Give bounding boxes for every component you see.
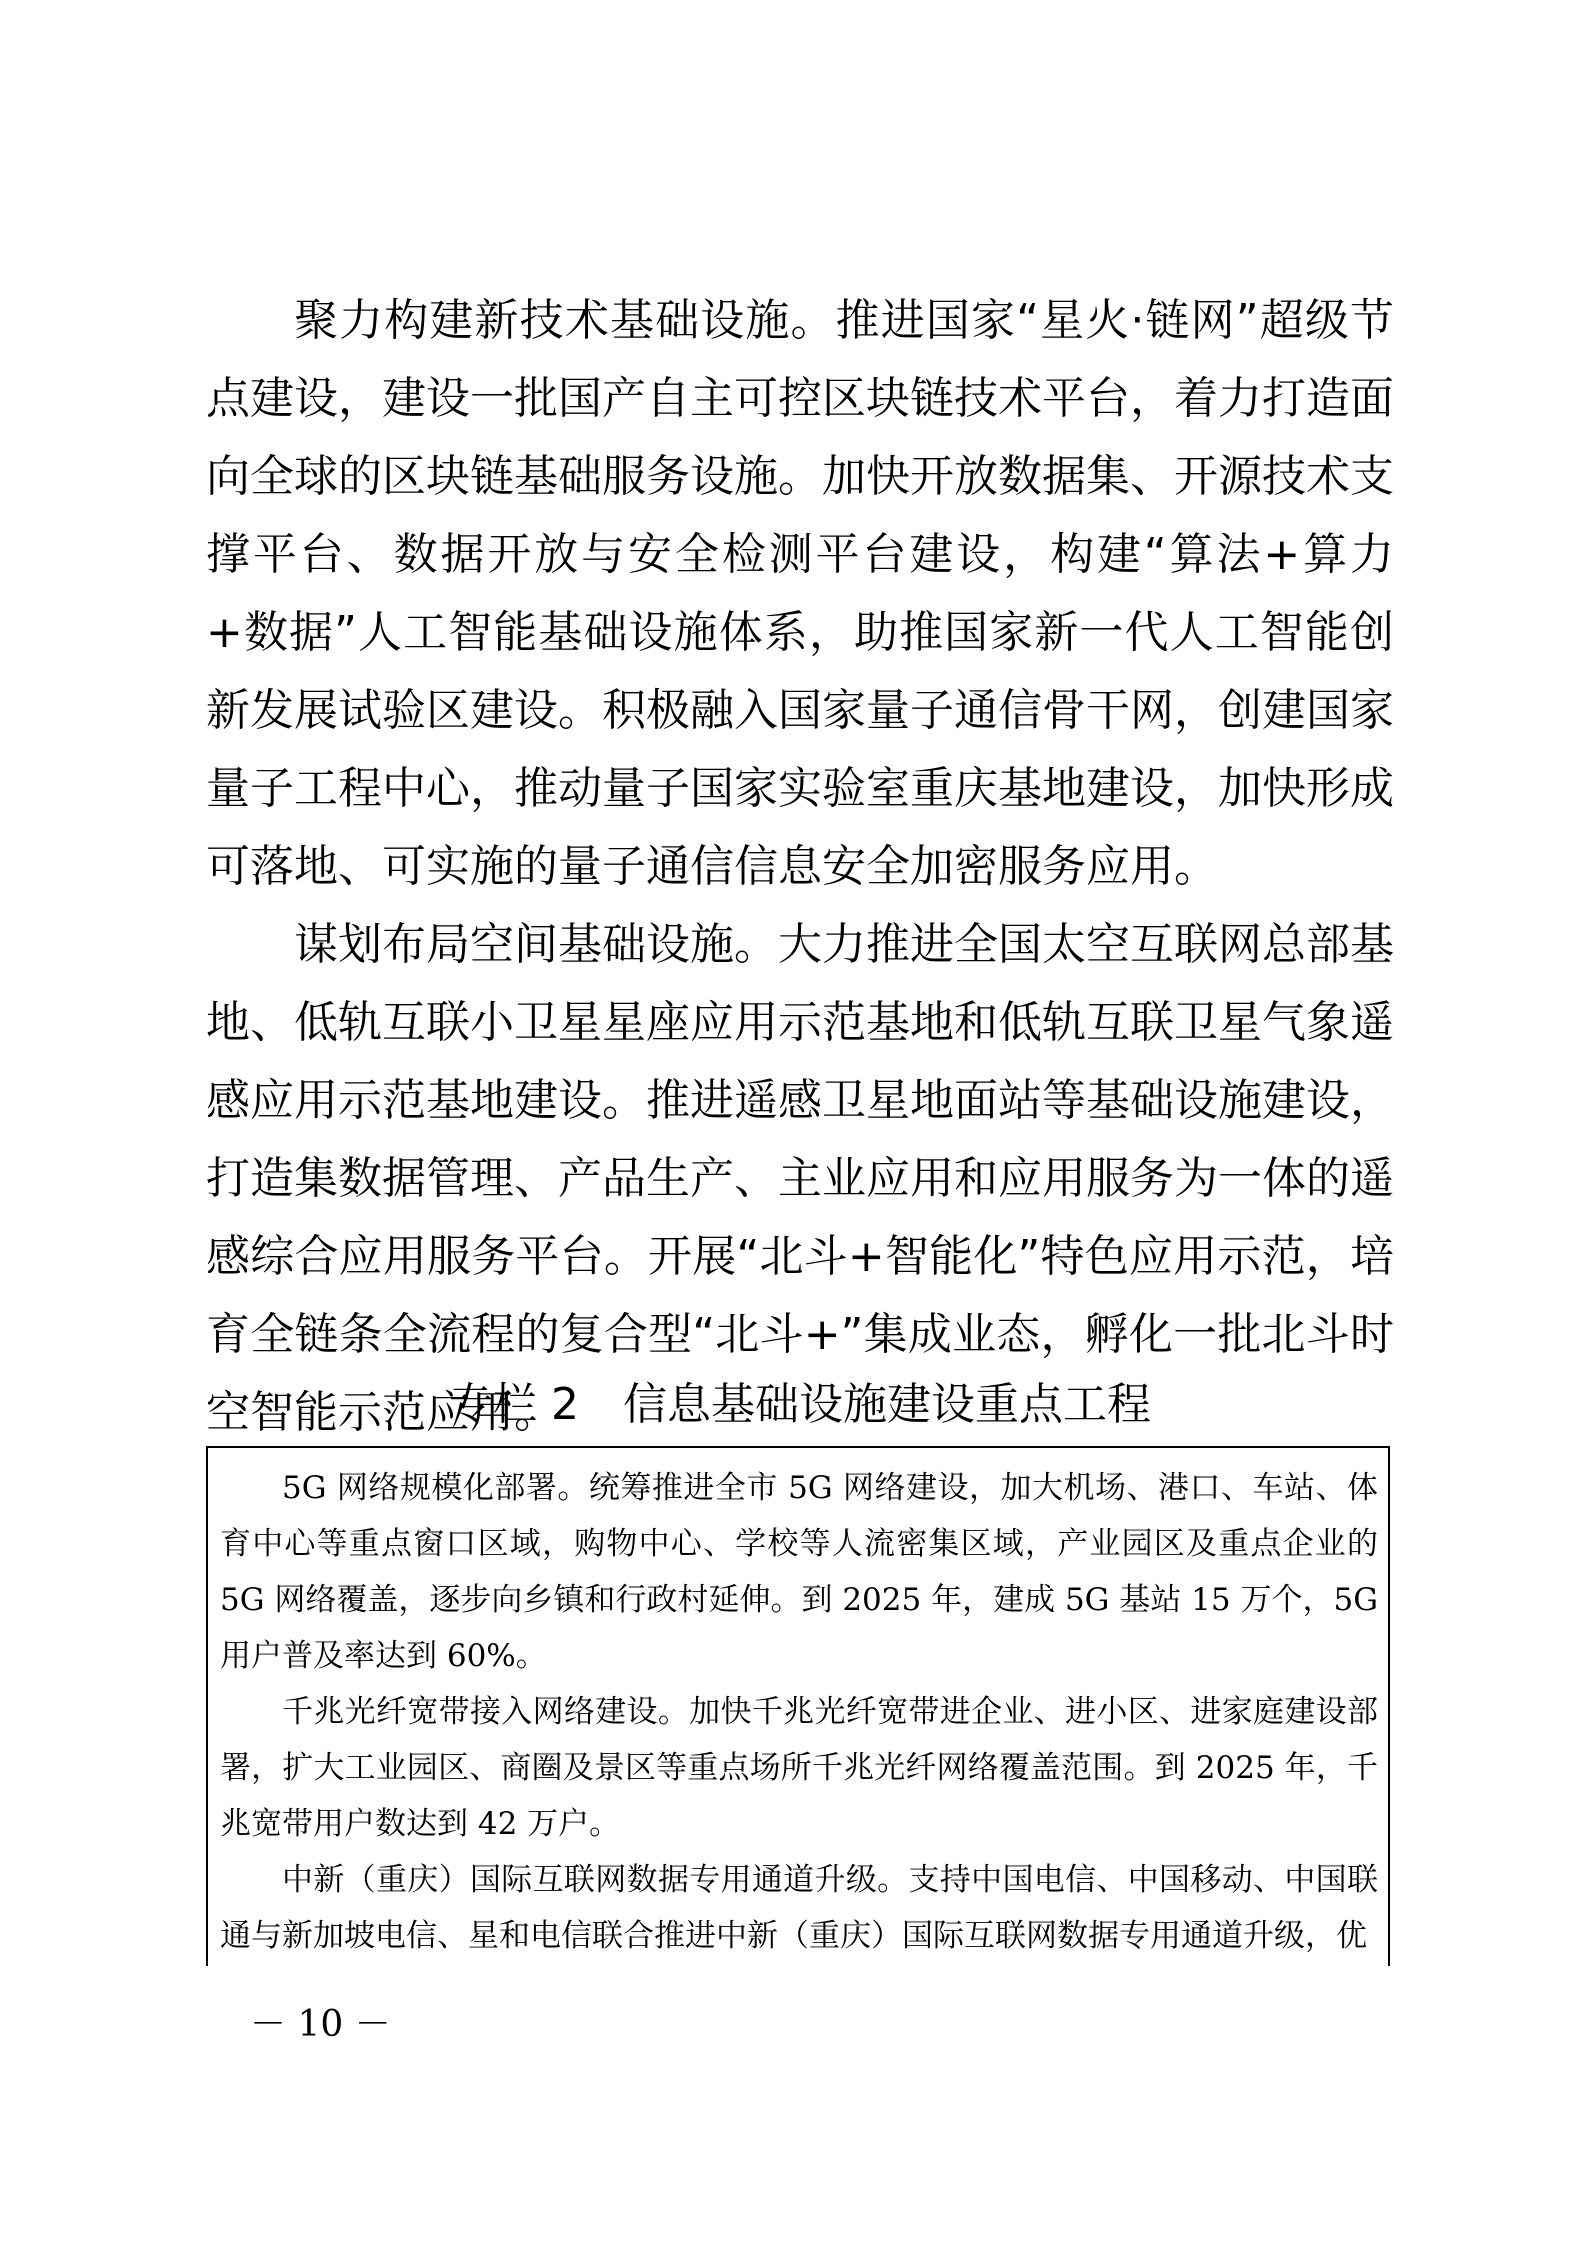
- box-item-gigabit-fiber: 千兆光纤宽带接入网络建设。加快千兆光纤宽带进企业、进小区、进家庭建设部署，扩大工业园区、商圈及景区等重点场所千兆光纤网络覆盖范围。到 2025 年，千兆宽带用户数达到 42 万户。: [220, 1694, 1378, 1842]
- box-title: 专栏 2 信息基础设施建设重点工程: [449, 1379, 1151, 1430]
- key-projects-box: [206, 1446, 1390, 1966]
- main-text: [206, 282, 1394, 1452]
- page-number: － 10 －: [250, 2004, 391, 2045]
- box-item-5g: 5G 网络规模化部署。统筹推进全市 5G 网络建设，加大机场、港口、车站、体育中心等重点窗口区域，购物中心、学校等人流密集区域，产业园区及重点企业的 5G 网络覆盖，逐步向乡镇和行政村延伸。到 2025 年，建成 5G 基站 15 万个，5G 用户普及率达到 60%。: [220, 1470, 1378, 1674]
- box-item-data-channel: 中新（重庆）国际互联网数据专用通道升级。支持中国电信、中国移动、中国联通与新加坡电信、星和电信联合推进中新（重庆）国际互联网数据专用通道升级，优: [220, 1862, 1378, 1954]
- paragraph-space-infrastructure: 谋划布局空间基础设施。大力推进全国太空互联网总部基地、低轨互联小卫星星座应用示范基地和低轨互联卫星气象遥感应用示范基地建设。推进遥感卫星地面站等基础设施建设，打造集数据管理、产品生产、主业应用和应用服务为一体的遥感综合应用服务平台。开展“北斗+智能化”特色应用示范，培育全链条全流程的复合型“北斗+”集成业态，孵化一批北斗时空智能示范应用。: [206, 919, 1394, 1438]
- paragraph-new-tech-infrastructure: 聚力构建新技术基础设施。推进国家“星火·链网”超级节点建设，建设一批国产自主可控区块链技术平台，着力打造面向全球的区块链基础服务设施。加快开放数据集、开源技术支撑平台、数据开放与安全检测平台建设，构建“算法+算力+数据”人工智能基础设施体系，助推国家新一代人工智能创新发展试验区建设。积极融入国家量子通信骨干网，创建国家量子工程中心，推动量子国家实验室重庆基地建设，加快形成可落地、可实施的量子通信信息安全加密服务应用。: [206, 295, 1394, 892]
